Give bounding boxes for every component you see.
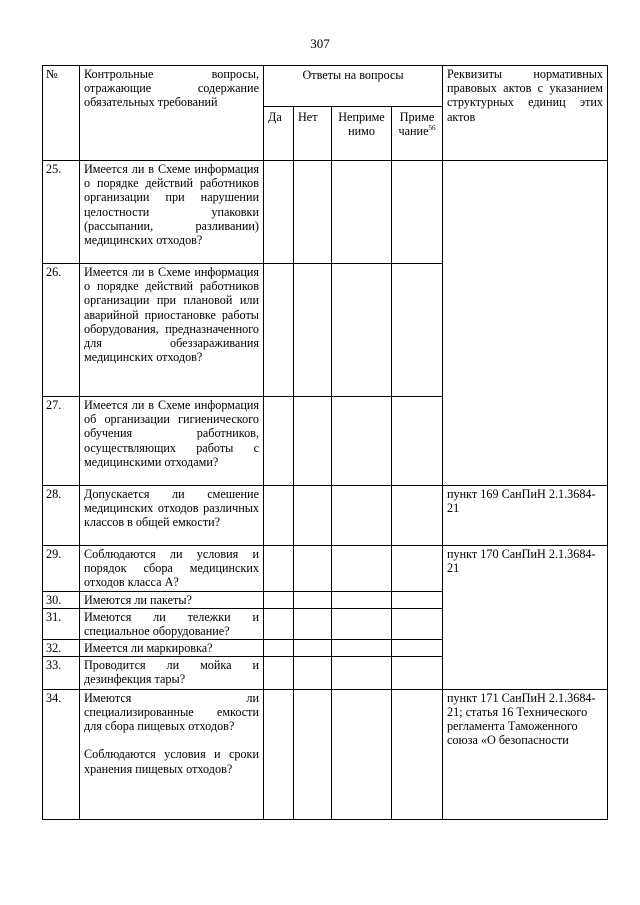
row-number: 28.: [43, 486, 80, 546]
header-no: Нет: [294, 107, 332, 161]
row-question: Имеется ли в Схеме информация о порядке действий работников организации при плановой или аварийной приостановке работы оборудования, предназначенного для обеззараживания медицинских отходов?: [80, 264, 264, 397]
table-row: [43, 546, 608, 592]
row-number: 27.: [43, 397, 80, 486]
table-row: [43, 161, 608, 264]
answer-note-cell[interactable]: [392, 592, 443, 609]
answer-na-cell[interactable]: [332, 639, 392, 656]
row-question-part-1: Имеются ли специализированные емкости для сбора пищевых отходов?: [84, 690, 259, 734]
row-question: [80, 689, 264, 819]
answer-yes-cell[interactable]: [264, 546, 294, 592]
row-requisites: пункт 171 СанПиН 2.1.3684-21; статья 16 Технического регламента Таможенного союза «О безопасности: [443, 689, 608, 819]
answer-yes-cell[interactable]: [264, 689, 294, 819]
header-num: №: [43, 66, 80, 161]
checklist-table: [42, 65, 608, 820]
answer-no-cell[interactable]: [294, 639, 332, 656]
answer-na-cell[interactable]: [332, 592, 392, 609]
answer-na-cell[interactable]: [332, 689, 392, 819]
row-question: Имеется ли в Схеме информация о порядке действий работников организации при нарушении целостности упаковки (рассыпании, разливании) медицинских отходов?: [80, 161, 264, 264]
answer-yes-cell[interactable]: [264, 264, 294, 397]
answer-yes-cell[interactable]: [264, 592, 294, 609]
row-requisites: пункт 169 СанПиН 2.1.3684-21: [443, 486, 608, 546]
row-requisites: [443, 161, 608, 486]
page-number: 307: [310, 36, 330, 51]
row-number: 26.: [43, 264, 80, 397]
answer-note-cell[interactable]: [392, 486, 443, 546]
answer-no-cell[interactable]: [294, 161, 332, 264]
row-number: 29.: [43, 546, 80, 592]
answer-no-cell[interactable]: [294, 592, 332, 609]
header-row-1: [43, 66, 608, 107]
row-number: 31.: [43, 609, 80, 639]
table-row: [43, 486, 608, 546]
answer-na-cell[interactable]: [332, 486, 392, 546]
header-question: Контрольные вопросы, отражающие содержание обязательных требований: [80, 66, 264, 161]
answer-yes-cell[interactable]: [264, 161, 294, 264]
answer-yes-cell[interactable]: [264, 656, 294, 689]
answer-no-cell[interactable]: [294, 397, 332, 486]
answer-yes-cell[interactable]: [264, 609, 294, 639]
header-yes: Да: [264, 107, 294, 161]
answer-note-cell[interactable]: [392, 656, 443, 689]
answer-note-cell[interactable]: [392, 161, 443, 264]
answer-note-cell[interactable]: [392, 397, 443, 486]
answer-na-cell[interactable]: [332, 656, 392, 689]
row-question: Проводится ли мойка и дезинфекция тары?: [80, 656, 264, 689]
header-note-label: Приме чание: [398, 110, 435, 139]
answer-no-cell[interactable]: [294, 486, 332, 546]
answer-na-cell[interactable]: [332, 397, 392, 486]
table-row: [43, 689, 608, 819]
answer-note-cell[interactable]: [392, 639, 443, 656]
header-not-applicable: Неприме нимо: [332, 107, 392, 161]
answer-no-cell[interactable]: [294, 689, 332, 819]
answer-note-cell[interactable]: [392, 264, 443, 397]
row-question: Допускается ли смешение медицинских отходов различных классов в общей емкости?: [80, 486, 264, 546]
row-question: Имеются ли тележки и специальное оборудование?: [80, 609, 264, 639]
answer-na-cell[interactable]: [332, 161, 392, 264]
row-number: 34.: [43, 689, 80, 819]
answer-note-cell[interactable]: [392, 689, 443, 819]
row-question-part-2: Соблюдаются условия и сроки хранения пищевых отходов?: [84, 747, 259, 776]
row-number: 32.: [43, 639, 80, 656]
answer-yes-cell[interactable]: [264, 639, 294, 656]
answer-no-cell[interactable]: [294, 546, 332, 592]
header-answers: Ответы на вопросы: [264, 66, 443, 107]
answer-na-cell[interactable]: [332, 264, 392, 397]
answer-no-cell[interactable]: [294, 609, 332, 639]
answer-no-cell[interactable]: [294, 656, 332, 689]
answer-yes-cell[interactable]: [264, 397, 294, 486]
answer-note-cell[interactable]: [392, 546, 443, 592]
header-note: [392, 107, 443, 161]
row-number: 30.: [43, 592, 80, 609]
row-question: Соблюдаются ли условия и порядок сбора медицинских отходов класса А?: [80, 546, 264, 592]
header-note-footnote: 56: [428, 124, 436, 133]
row-number: 33.: [43, 656, 80, 689]
row-question: Имеется ли маркировка?: [80, 639, 264, 656]
row-requisites: пункт 170 СанПиН 2.1.3684-21: [443, 546, 608, 690]
header-requisites: Реквизиты нормативных правовых актов с указанием структурных единиц этих актов: [443, 66, 608, 161]
answer-note-cell[interactable]: [392, 609, 443, 639]
answer-na-cell[interactable]: [332, 546, 392, 592]
row-question: Имеется ли в Схеме информация об организации гигиенического обучения работников, осуществляющих работы с медицинскими отходами?: [80, 397, 264, 486]
answer-yes-cell[interactable]: [264, 486, 294, 546]
row-number: 25.: [43, 161, 80, 264]
answer-na-cell[interactable]: [332, 609, 392, 639]
row-question: Имеются ли пакеты?: [80, 592, 264, 609]
answer-no-cell[interactable]: [294, 264, 332, 397]
